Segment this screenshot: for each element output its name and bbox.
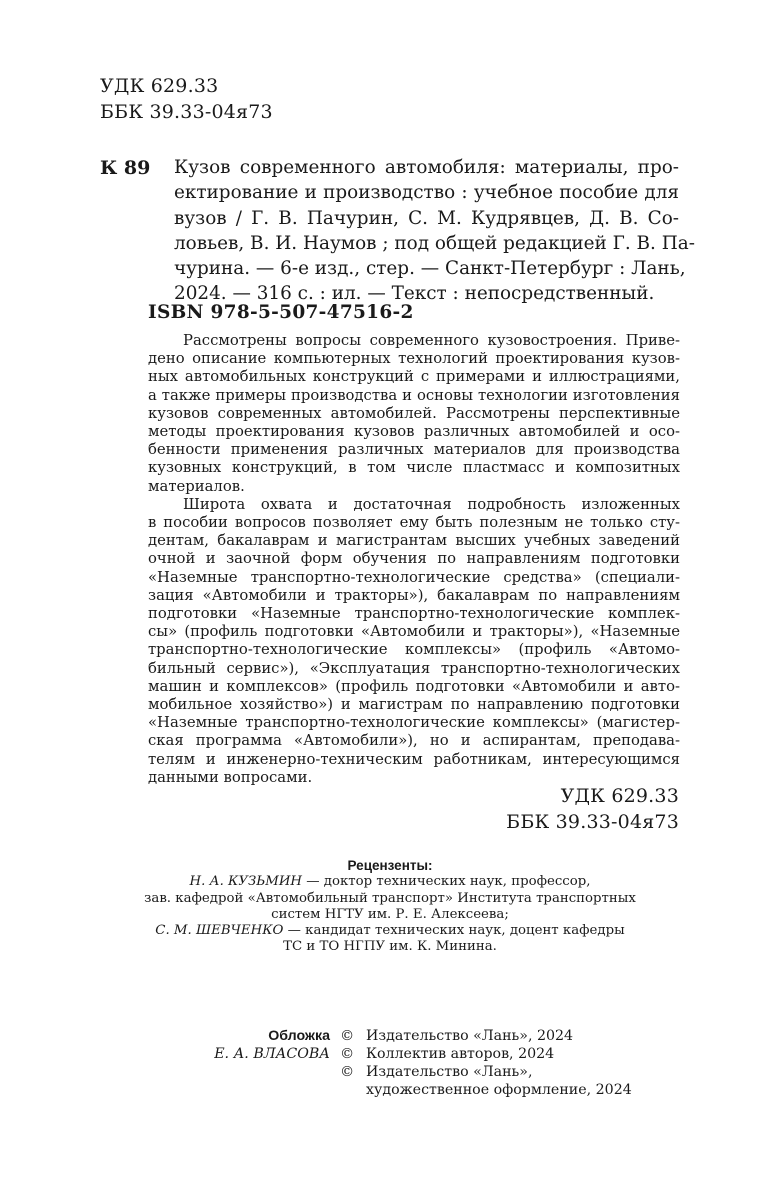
annotation-line: ных автомобильных конструкций с примерами и иллюстрациями, <box>148 368 680 386</box>
copyright-line: Издательство «Лань», 2024 <box>366 1028 574 1044</box>
annotation-line: очной и заочной форм обучения по направлениям подготовки <box>148 550 680 568</box>
annotation-line: дентам, бакалаврам и магистрантам высших учебных заведений <box>148 532 680 550</box>
reviewer-line: зав. кафедрой «Автомобильный транспорт» Института транспортных <box>144 890 636 906</box>
reviewer-name: Н. А. КУЗЬМИН <box>189 874 303 890</box>
annotation-line: кузовных конструкций, в том числе пластмасс и композитных <box>148 459 680 477</box>
udk-code: УДК 629.33 <box>560 785 679 807</box>
annotation-line: ская программа «Автомобили»), но и аспирантам, преподава- <box>148 732 680 750</box>
reviewer-name: С. М. ШЕВЧЕНКО <box>155 923 284 939</box>
bbk-code: ББК 39.33-04я73 <box>100 101 273 123</box>
annotation-line: транспортно-технологические комплексы» (профиль «Автомо- <box>148 641 680 659</box>
reviewer-text: — кандидат технических наук, доцент кафедры <box>283 923 625 939</box>
annotation-line: методы проектирования кузовов различных автомобилей и осо- <box>148 423 680 441</box>
biblio-line: ловьев, В. И. Наумов ; под общей редакцией Г. В. Па- <box>174 232 695 254</box>
copyright-line: художественное оформление, 2024 <box>366 1082 632 1098</box>
cover-label: Обложка <box>268 1028 330 1044</box>
annotation-line: телям и инженерно-техническим работникам, интересующимся <box>148 750 680 768</box>
reviewer-line <box>120 874 660 890</box>
bbk-code: ББК 39.33-04я73 <box>506 811 679 833</box>
copyright-line: Коллектив авторов, 2024 <box>366 1046 555 1062</box>
reviewer-text: — доктор технических наук, профессор, <box>302 874 591 890</box>
copyright-icon: © <box>340 1028 355 1044</box>
reviewer-line: ТС и ТО НГПУ им. К. Минина. <box>283 939 497 955</box>
biblio-line: вузов / Г. В. Пачурин, С. М. Кудрявцев, Д. В. Со- <box>174 207 679 229</box>
annotation-line: машин и комплексов» (профиль подготовки «Автомобили и авто- <box>148 677 680 695</box>
biblio-line: 2024. — 316 с. : ил. — Текст : непосредственный. <box>174 283 655 305</box>
author-mark: К 89 <box>100 157 151 179</box>
reviewers-heading: Рецензенты: <box>347 858 433 873</box>
annotation-line: дено описание компьютерных технологий проектирования кузов- <box>148 350 680 368</box>
reviewer-line: систем НГТУ им. Р. Е. Алексеева; <box>271 906 509 922</box>
copyright-icon: © <box>340 1046 355 1062</box>
reviewers-block <box>120 858 660 956</box>
isbn: ISBN 978-5-507-47516-2 <box>148 302 414 323</box>
biblio-line: Кузов современного автомобиля: материалы, про- <box>174 157 679 178</box>
annotation-line: зация «Автомобили и тракторы»), бакалаврам по направлениям <box>148 586 680 604</box>
annotation-line: Широта охвата и достаточная подробность изложенных <box>183 495 680 513</box>
reviewer-line <box>120 923 660 939</box>
bibliographic-record <box>174 155 695 307</box>
classification-codes-bottom <box>506 783 679 835</box>
cover-artist: Е. А. ВЛАСОВА <box>214 1046 330 1062</box>
annotation-line: мобильное хозяйство») и магистрам по направлению подготовки <box>148 696 680 714</box>
annotation-line: в пособии вопросов позволяет ему быть полезным не только сту- <box>148 514 680 532</box>
annotation <box>148 332 680 787</box>
annotation-line: а также примеры производства и основы технологии изготовления <box>148 386 680 404</box>
annotation-line: «Наземные транспортно-технологические средства» (специали- <box>148 568 680 586</box>
udk-code: УДК 629.33 <box>100 75 219 97</box>
copyright-icon: © <box>340 1064 355 1080</box>
annotation-line: бильный сервис»), «Эксплуатация транспортно-технологических <box>148 659 680 677</box>
copyright-line: Издательство «Лань», <box>366 1064 533 1080</box>
classification-codes-top <box>100 73 273 125</box>
biblio-line: ектирование и производство : учебное пособие для <box>174 182 679 204</box>
annotation-line: сы» (профиль подготовки «Автомобили и тракторы»), «Наземные <box>148 623 680 641</box>
annotation-line: подготовки «Наземные транспортно-технологические комплек- <box>148 605 680 623</box>
annotation-line: материалов. <box>148 477 245 495</box>
annotation-line: бенности применения различных материалов для производства <box>148 441 680 459</box>
biblio-line: чурина. — 6-е изд., стер. — Санкт-Петербург : Лань, <box>174 258 686 280</box>
annotation-line: Рассмотрены вопросы современного кузовостроения. Приве- <box>183 332 680 349</box>
annotation-line: «Наземные транспортно-технологические комплексы» (магистер- <box>148 714 680 732</box>
annotation-line: данными вопросами. <box>148 768 313 786</box>
annotation-line: кузовов современных автомобилей. Рассмотрены перспективные <box>148 404 680 422</box>
